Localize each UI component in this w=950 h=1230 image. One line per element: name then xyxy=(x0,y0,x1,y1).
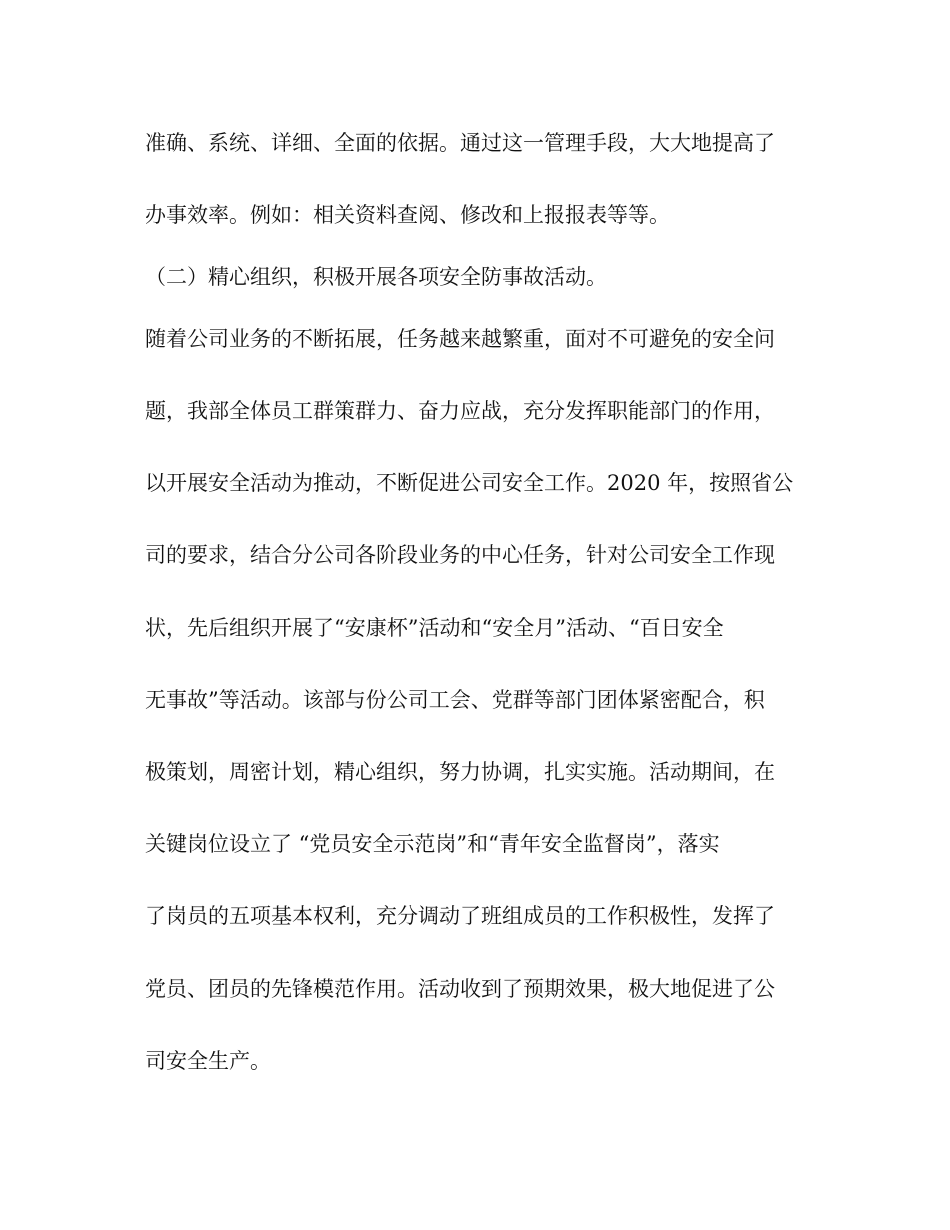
body-text-line: 司安全生产。 xyxy=(145,1049,271,1073)
section-heading: （二）精心组织，积极开展各项安全防事故活动。 xyxy=(145,265,607,289)
body-text-line: 无事故”等活动。该部与份公司工会、党群等部门团体紧密配合，积 xyxy=(145,688,765,712)
body-text-line: 状，先后组织开展了“安康杯”活动和“安全月”活动、“百日安全 xyxy=(145,616,724,640)
body-text-line: 关键岗位设立了 “党员安全示范岗”和“青年安全监督岗”，落实 xyxy=(145,832,720,856)
body-text-line: 党员、团员的先锋模范作用。活动收到了预期效果，极大地促进了公 xyxy=(145,977,775,1001)
body-text-line: 极策划，周密计划，精心组织，努力协调，扎实实施。活动期间，在 xyxy=(145,760,775,784)
body-text-line: 以开展安全活动为推动，不断促进公司安全工作。2020 年，按照省公 xyxy=(145,471,794,495)
body-text-line: 办事效率。例如：相关资料查阅、修改和上报报表等等。 xyxy=(145,203,670,227)
body-text-line: 题，我部全体员工群策群力、奋力应战，充分发挥职能部门的作用， xyxy=(145,399,775,423)
body-text-line: 司的要求，结合分公司各阶段业务的中心任务，针对公司安全工作现 xyxy=(145,543,775,567)
body-text-line: 了岗员的五项基本权利，充分调动了班组成员的工作积极性，发挥了 xyxy=(145,904,775,928)
body-text-line: 随着公司业务的不断拓展，任务越来越繁重，面对不可避免的安全问 xyxy=(145,327,775,351)
body-text-line: 准确、系统、详细、全面的依据。通过这一管理手段，大大地提高了 xyxy=(145,131,775,155)
